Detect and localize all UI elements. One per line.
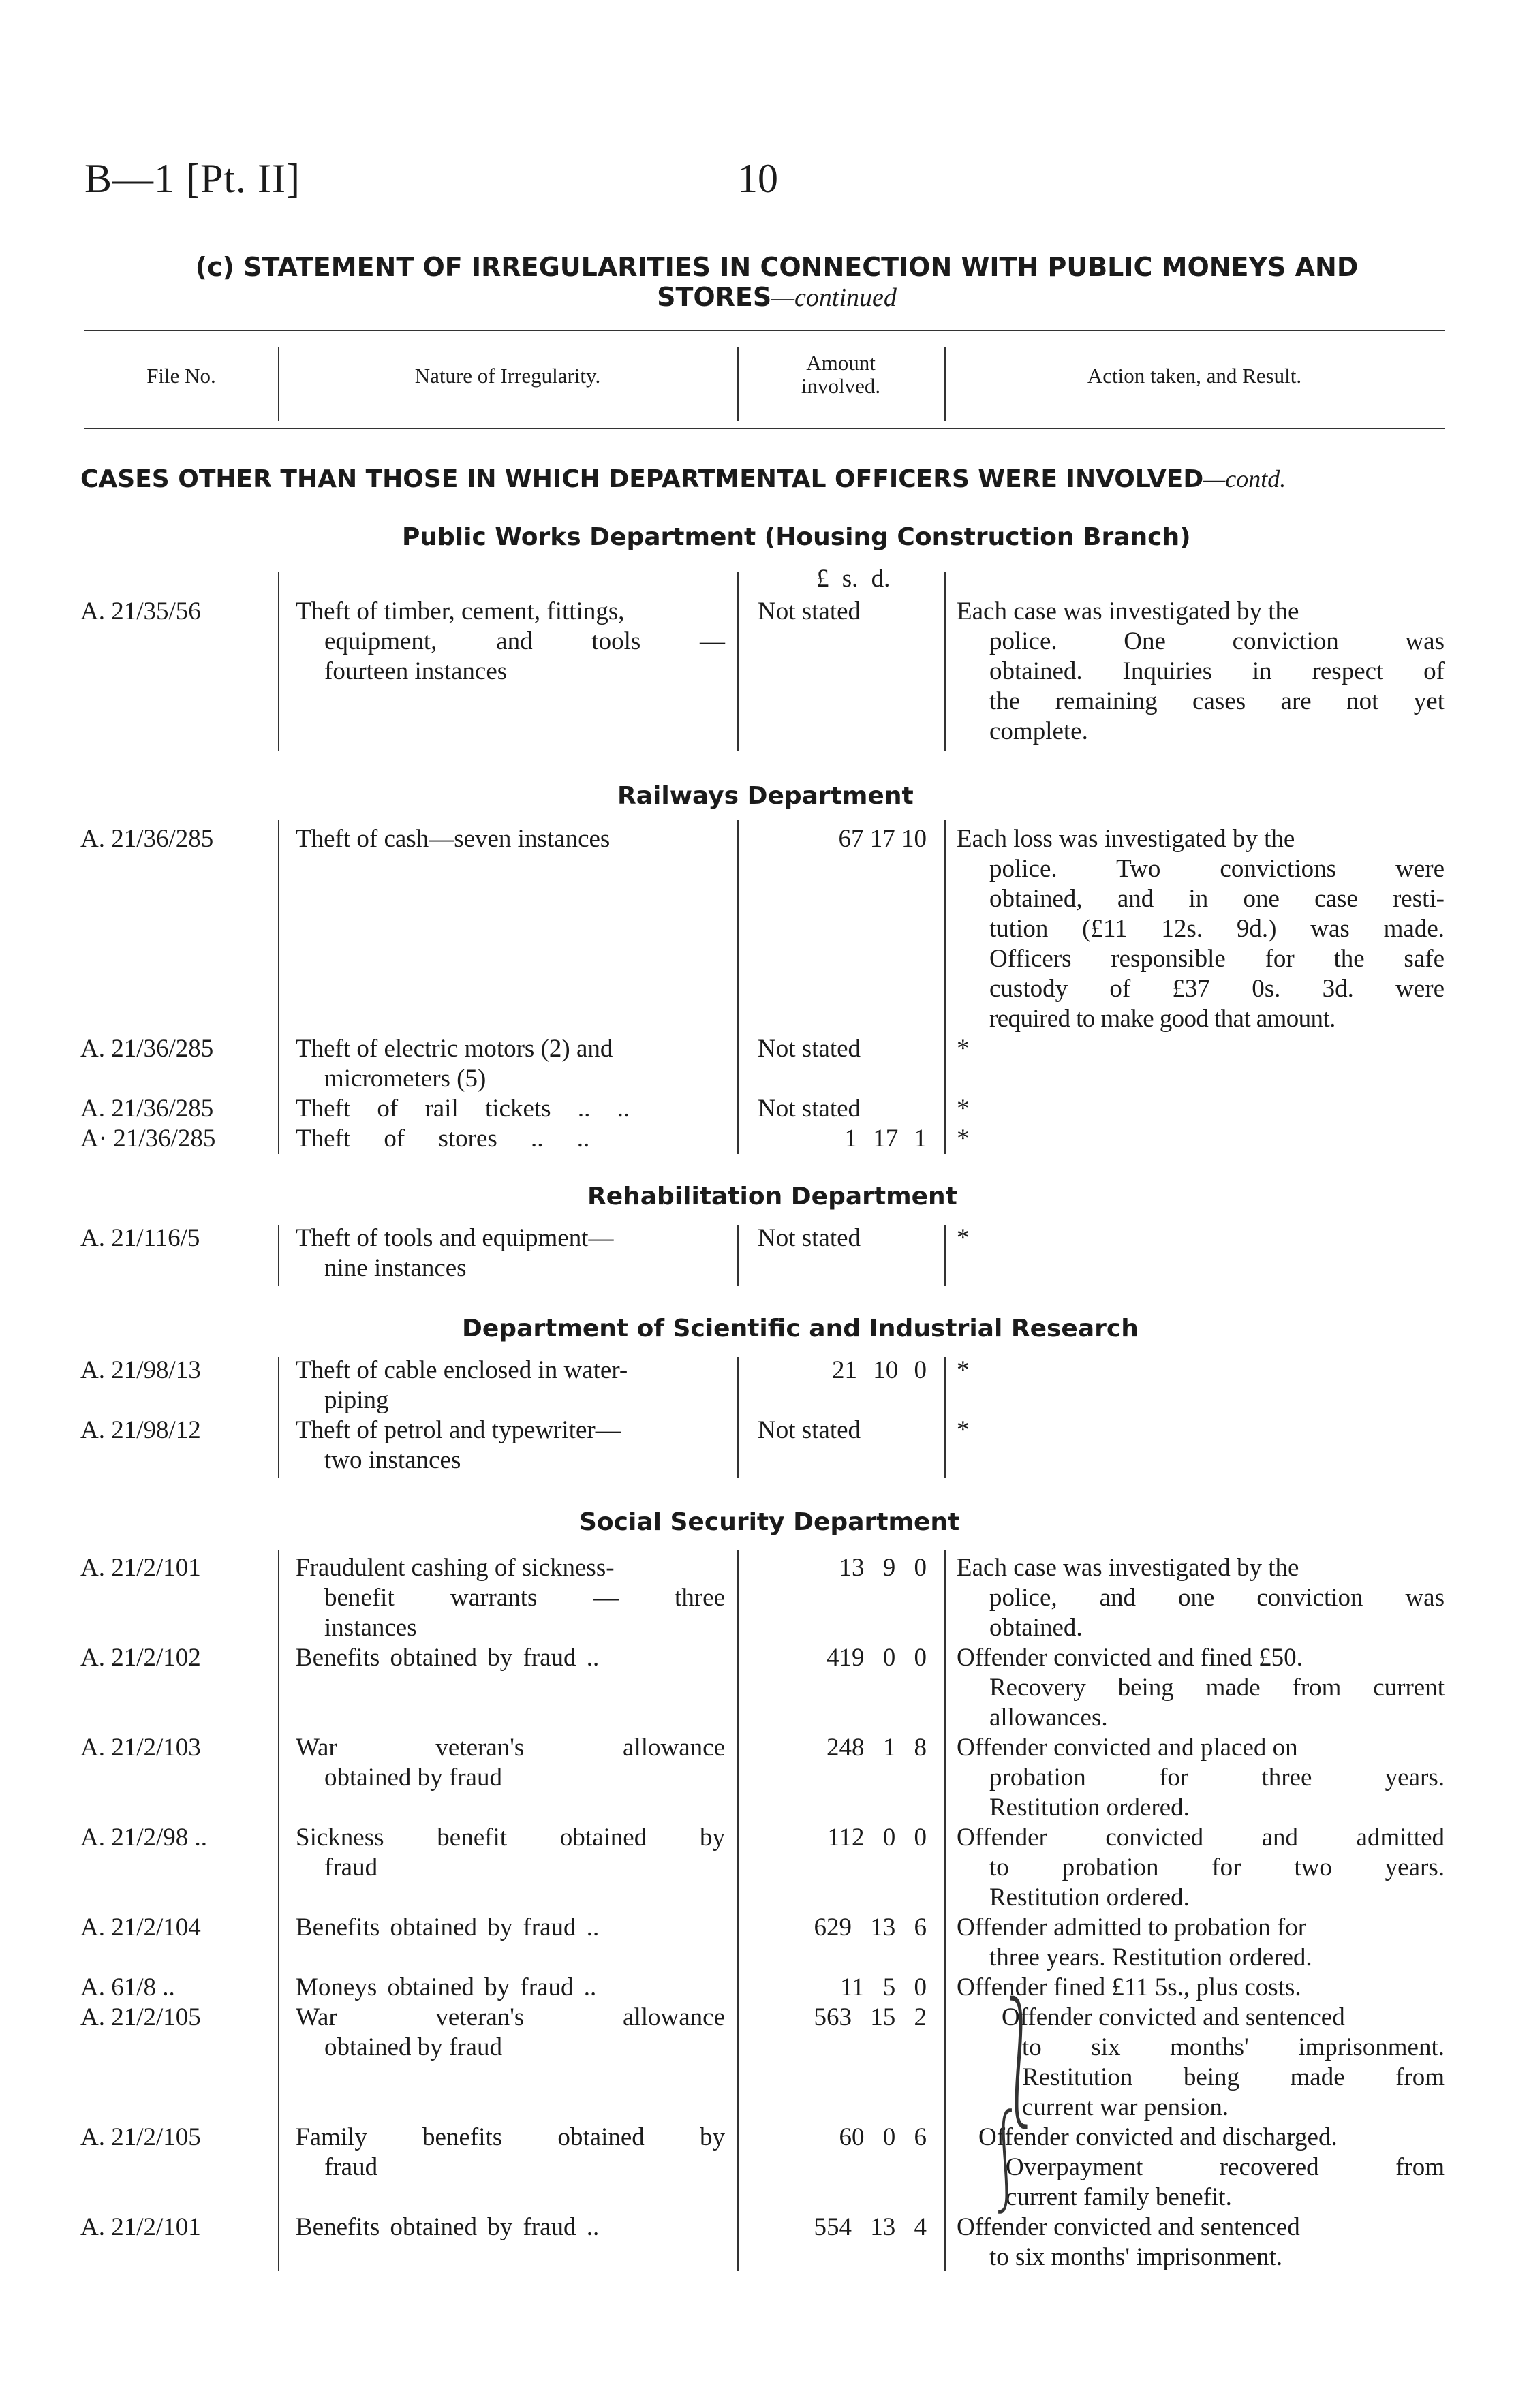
file-number: A. 21/36/285: [80, 825, 214, 853]
nature-of-irregularity: Family benefits obtained by fraud: [296, 2123, 725, 2181]
column-divider: [278, 572, 279, 751]
file-number: A. 21/2/104: [80, 1913, 201, 1941]
action-taken: Each case was investigated by the police. One conviction was obtained. Inquiries in respect of the remaining cases are not yet complete.: [957, 597, 1445, 745]
column-divider: [737, 1550, 739, 2271]
column-divider: [278, 1550, 279, 2271]
amount-involved: Not stated: [758, 597, 861, 625]
file-number: A. 21/98/12: [80, 1416, 201, 1444]
column-divider: [944, 1225, 946, 1286]
file-number: A. 21/116/5: [80, 1224, 200, 1252]
currency-header: £ s. d.: [816, 565, 891, 593]
column-divider: [944, 820, 946, 1154]
nature-of-irregularity: Theft of tools and equipment— nine instances: [296, 1224, 614, 1282]
nature-of-irregularity: Sickness benefit obtained by fraud: [296, 1824, 725, 1881]
amount-involved: Not stated: [758, 1035, 861, 1063]
amount-involved: 248 1 8: [827, 1734, 927, 1762]
action-taken: Offender convicted and admitted to probation for two years. Restitution ordered.: [957, 1824, 1445, 1911]
nature-of-irregularity: Theft of electric motors (2) and micrometers (5): [296, 1035, 613, 1093]
file-number: A. 21/2/105: [80, 2003, 201, 2031]
department-heading-rehabilitation: Rehabilitation Department: [587, 1183, 957, 1210]
amount-involved: 554 13 4: [814, 2213, 927, 2241]
action-taken: Offender convicted and sentenced to six months' imprisonment.: [957, 2213, 1300, 2271]
nature-of-irregularity: Fraudulent cashing of sickness- benefit warrants — three instances: [296, 1554, 725, 1642]
file-number: A. 21/2/98 ..: [80, 1824, 208, 1851]
file-number: A. 21/36/285: [80, 1035, 214, 1063]
action-taken: *: [957, 1035, 970, 1063]
file-number: A. 21/2/102: [80, 1644, 201, 1672]
column-divider: [737, 572, 739, 751]
column-header-amount: Amount involved.: [801, 351, 881, 398]
nature-of-irregularity: Benefits obtained by fraud ..: [296, 1913, 600, 1941]
amount-involved: Not stated: [758, 1095, 861, 1123]
nature-of-irregularity: Theft of cash—seven instances: [296, 825, 611, 853]
file-number: A. 21/2/101: [80, 2213, 201, 2241]
department-heading-public-works: Public Works Department (Housing Construction Branch): [402, 523, 1191, 551]
amount-involved: Not stated: [758, 1224, 861, 1252]
column-header-nature: Nature of Irregularity.: [414, 364, 601, 388]
table-header-bottom-rule: [84, 428, 1445, 429]
department-heading-dsir: Department of Scientific and Industrial Research: [462, 1315, 1139, 1343]
amount-involved: 67 17 10: [838, 825, 927, 853]
amount-involved: 112 0 0: [827, 1824, 927, 1851]
amount-involved: 563 15 2: [814, 2003, 927, 2031]
amount-involved: 60 0 6: [839, 2123, 927, 2151]
amount-involved: 11 5 0: [839, 1973, 927, 2001]
column-divider: [278, 820, 279, 1154]
nature-of-irregularity: Moneys obtained by fraud ..: [296, 1973, 597, 2001]
amount-involved: 21 10 0: [832, 1356, 927, 1384]
nature-of-irregularity: War veteran's allowance obtained by fraud: [296, 2003, 725, 2061]
action-taken: *: [957, 1125, 970, 1153]
statement-title-line2: STORES—continued: [657, 282, 897, 312]
amount-involved: 1 17 1: [844, 1125, 927, 1153]
action-taken: Offender fined £11 5s., plus costs.: [957, 1973, 1301, 2001]
column-divider: [944, 1357, 946, 1478]
amount-involved: 13 9 0: [839, 1554, 927, 1582]
grouping-brace: ⎰: [987, 2106, 1023, 2219]
file-number: A. 21/36/285: [80, 1095, 214, 1123]
page-header-reference: B—1 [Pt. II]: [84, 156, 300, 201]
file-number: A. 21/35/56: [80, 597, 201, 625]
action-taken: Each case was investigated by the police, and one conviction was obtained.: [957, 1554, 1445, 1642]
amount-involved: Not stated: [758, 1416, 861, 1444]
section-heading: CASES OTHER THAN THOSE IN WHICH DEPARTMENTAL OFFICERS WERE INVOLVED—contd.: [80, 465, 1286, 493]
column-divider: [944, 1550, 946, 2271]
column-header-file: File No.: [146, 364, 216, 388]
file-number: A. 61/8 ..: [80, 1973, 175, 2001]
department-heading-social-security: Social Security Department: [579, 1508, 960, 1536]
column-divider: [278, 1357, 279, 1478]
nature-of-irregularity: Theft of rail tickets .. ..: [296, 1095, 630, 1123]
file-number: A. 21/2/103: [80, 1734, 201, 1762]
nature-of-irregularity: Theft of stores .. ..: [296, 1125, 590, 1153]
column-divider: [944, 572, 946, 751]
file-number: A. 21/2/101: [80, 1554, 201, 1582]
table-top-rule: [84, 330, 1445, 331]
amount-involved: 419 0 0: [827, 1644, 927, 1672]
column-divider: [737, 1357, 739, 1478]
file-number: A. 21/2/105: [80, 2123, 201, 2151]
action-taken: Offender convicted and placed on probation for three years. Restitution ordered.: [957, 1734, 1445, 1821]
action-taken: *: [957, 1095, 970, 1123]
column-divider: [737, 820, 739, 1154]
action-taken: *: [957, 1224, 970, 1252]
action-taken: Each loss was investigated by the police. Two convictions were obtained, and in one case resti- tution (£11 12s. 9d.) was made. Officers responsible for the safe custody of £37 0s. 3d. were required to make good that amount.: [957, 825, 1445, 1033]
nature-of-irregularity: Theft of cable enclosed in water- piping: [296, 1356, 628, 1414]
file-number: A. 21/98/13: [80, 1356, 201, 1384]
department-heading-railways: Railways Department: [617, 782, 914, 810]
column-divider: [278, 1225, 279, 1286]
action-taken: *: [957, 1356, 970, 1384]
action-taken: Offender convicted and fined £50. Recovery being made from current allowances.: [957, 1644, 1445, 1732]
action-taken: Offender convicted and sentenced to six months' imprisonment. Restitution being made from current war pension.: [1002, 2003, 1445, 2121]
statement-title: (c) STATEMENT OF IRREGULARITIES IN CONNECTION WITH PUBLIC MONEYS AND: [195, 252, 1359, 282]
action-taken: Offender admitted to probation for three years. Restitution ordered.: [957, 1913, 1312, 1971]
nature-of-irregularity: Theft of petrol and typewriter— two instances: [296, 1416, 621, 1474]
nature-of-irregularity: Theft of timber, cement, fittings, equipment, and tools — fourteen instances: [296, 597, 725, 685]
nature-of-irregularity: Benefits obtained by fraud ..: [296, 1644, 600, 1672]
nature-of-irregularity: Benefits obtained by fraud ..: [296, 2213, 600, 2241]
action-taken: Offender convicted and discharged. Overpayment recovered from current family benefit.: [978, 2123, 1445, 2211]
column-divider: [737, 1225, 739, 1286]
page-number: 10: [737, 156, 778, 201]
action-taken: *: [957, 1416, 970, 1444]
amount-involved: 629 13 6: [814, 1913, 927, 1941]
grouping-brace: ⎱: [995, 1993, 1042, 2136]
nature-of-irregularity: War veteran's allowance obtained by fraud: [296, 1734, 725, 1792]
column-header-action: Action taken, and Result.: [1087, 364, 1302, 388]
file-number: A· 21/36/285: [80, 1125, 216, 1153]
